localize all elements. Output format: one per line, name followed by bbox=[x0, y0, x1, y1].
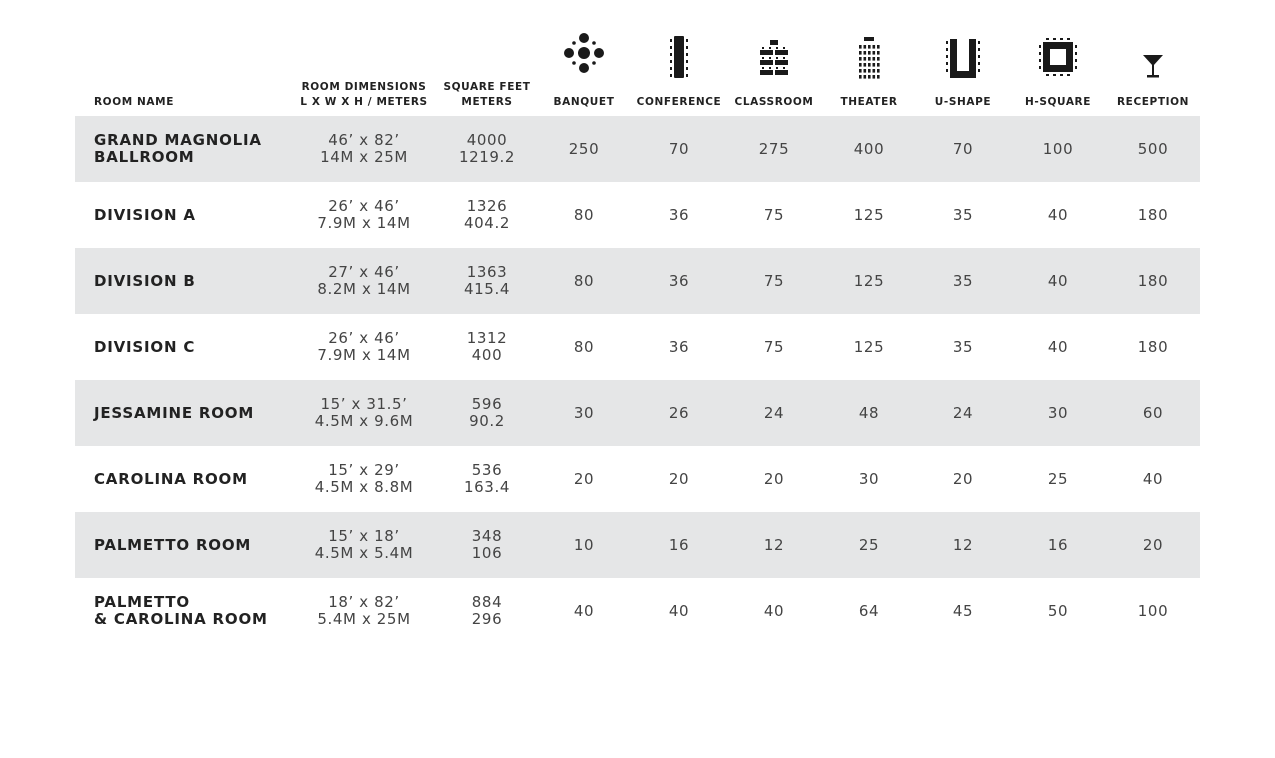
header-theater bbox=[823, 22, 915, 116]
capacity-banquet: 250 bbox=[568, 139, 600, 158]
header-banquet bbox=[538, 22, 630, 116]
square-feet-line: 596 bbox=[471, 395, 503, 413]
capacity-reception: 180 bbox=[1137, 337, 1169, 356]
header-label: U-SHAPE bbox=[934, 96, 992, 108]
header-square-feet bbox=[437, 22, 537, 116]
theater-icon bbox=[856, 34, 882, 80]
capacity-classroom: 20 bbox=[763, 469, 785, 488]
square-feet bbox=[437, 380, 537, 446]
capacity-theater: 125 bbox=[853, 271, 885, 290]
capacity-conference: 40 bbox=[668, 601, 690, 620]
capacity-conference: 20 bbox=[668, 469, 690, 488]
room-name-line: BALLROOM bbox=[94, 148, 195, 166]
room-dimensions bbox=[289, 248, 439, 314]
square-feet-line: 404.2 bbox=[464, 214, 510, 232]
capacity-banquet: 80 bbox=[573, 337, 595, 356]
square-feet bbox=[437, 314, 537, 380]
room-name-line: JESSAMINE ROOM bbox=[94, 403, 255, 422]
capacity-u-shape: 12 bbox=[952, 535, 974, 554]
room-name bbox=[94, 314, 304, 380]
capacity-h-square: 40 bbox=[1047, 205, 1069, 224]
capacity-chart bbox=[75, 22, 1200, 644]
table-row bbox=[75, 512, 1200, 578]
room-name-line: DIVISION C bbox=[94, 337, 196, 356]
room-dimensions-line: 26’ x 46’ bbox=[328, 197, 400, 215]
capacity-conference: 16 bbox=[668, 535, 690, 554]
capacity-h-square: 25 bbox=[1047, 469, 1069, 488]
room-dimensions-line: 4.5M x 5.4M bbox=[314, 544, 414, 562]
square-feet bbox=[437, 512, 537, 578]
room-dimensions-line: 15’ x 18’ bbox=[328, 527, 400, 545]
table-row bbox=[75, 380, 1200, 446]
room-name bbox=[94, 380, 304, 446]
capacity-u-shape: 24 bbox=[952, 403, 974, 422]
capacity-u-shape: 70 bbox=[952, 139, 974, 158]
room-name-line: DIVISION B bbox=[94, 271, 196, 290]
classroom-icon bbox=[756, 34, 792, 80]
room-dimensions bbox=[289, 578, 439, 644]
room-dimensions-line: 8.2M x 14M bbox=[317, 280, 411, 298]
capacity-banquet: 30 bbox=[573, 403, 595, 422]
header-reception bbox=[1107, 22, 1199, 116]
header-square-feet-line-2: METERS bbox=[461, 96, 513, 108]
square-feet-line: 415.4 bbox=[464, 280, 510, 298]
capacity-classroom: 24 bbox=[763, 403, 785, 422]
header-room-name-label: ROOM NAME bbox=[94, 96, 174, 108]
capacity-h-square: 40 bbox=[1047, 271, 1069, 290]
room-name-line: GRAND MAGNOLIA bbox=[94, 131, 262, 149]
room-name bbox=[94, 578, 304, 644]
table-header bbox=[75, 22, 1200, 116]
square-feet-line: 884 bbox=[471, 593, 503, 611]
square-feet bbox=[437, 248, 537, 314]
room-dimensions bbox=[289, 182, 439, 248]
capacity-h-square: 16 bbox=[1047, 535, 1069, 554]
table-row bbox=[75, 578, 1200, 644]
u-shape-icon bbox=[944, 35, 982, 81]
capacity-classroom: 75 bbox=[763, 337, 785, 356]
room-name-line: & CAROLINA ROOM bbox=[94, 610, 268, 628]
capacity-h-square: 30 bbox=[1047, 403, 1069, 422]
capacity-u-shape: 20 bbox=[952, 469, 974, 488]
header-label: H-SQUARE bbox=[1024, 96, 1092, 108]
capacity-u-shape: 35 bbox=[952, 205, 974, 224]
header-label: CONFERENCE bbox=[636, 96, 722, 108]
capacity-theater: 400 bbox=[853, 139, 885, 158]
room-dimensions-line: 26’ x 46’ bbox=[328, 329, 400, 347]
capacity-h-square: 100 bbox=[1042, 139, 1074, 158]
conference-icon bbox=[666, 33, 692, 81]
room-dimensions-line: 4.5M x 9.6M bbox=[314, 412, 414, 430]
room-dimensions-line: 15’ x 31.5’ bbox=[320, 395, 408, 413]
room-name bbox=[94, 116, 304, 182]
header-conference bbox=[633, 22, 725, 116]
capacity-u-shape: 35 bbox=[952, 271, 974, 290]
capacity-h-square: 50 bbox=[1047, 601, 1069, 620]
square-feet-line: 4000 bbox=[466, 131, 508, 149]
room-dimensions-line: 5.4M x 25M bbox=[317, 610, 411, 628]
square-feet-line: 90.2 bbox=[469, 412, 505, 430]
room-dimensions bbox=[289, 512, 439, 578]
capacity-theater: 125 bbox=[853, 205, 885, 224]
square-feet-line: 163.4 bbox=[464, 478, 510, 496]
square-feet bbox=[437, 116, 537, 182]
room-dimensions bbox=[289, 380, 439, 446]
square-feet-line: 296 bbox=[471, 610, 503, 628]
header-label: CLASSROOM bbox=[734, 96, 814, 108]
header-room-name bbox=[94, 22, 304, 116]
capacity-theater: 48 bbox=[858, 403, 880, 422]
room-dimensions bbox=[289, 446, 439, 512]
room-dimensions-line: 14M x 25M bbox=[320, 148, 408, 166]
header-h-square bbox=[1012, 22, 1104, 116]
room-dimensions-line: 46’ x 82’ bbox=[328, 131, 400, 149]
capacity-classroom: 12 bbox=[763, 535, 785, 554]
table-row bbox=[75, 116, 1200, 182]
capacity-conference: 70 bbox=[668, 139, 690, 158]
square-feet-line: 348 bbox=[471, 527, 503, 545]
header-label: RECEPTION bbox=[1116, 96, 1189, 108]
capacity-reception: 180 bbox=[1137, 205, 1169, 224]
capacity-conference: 36 bbox=[668, 205, 690, 224]
room-name bbox=[94, 512, 304, 578]
square-feet bbox=[437, 578, 537, 644]
table-row bbox=[75, 182, 1200, 248]
header-dimensions-line-1: ROOM DIMENSIONS bbox=[301, 81, 427, 93]
capacity-banquet: 80 bbox=[573, 205, 595, 224]
table-row bbox=[75, 446, 1200, 512]
reception-icon bbox=[1141, 53, 1165, 79]
header-dimensions bbox=[289, 22, 439, 116]
capacity-classroom: 40 bbox=[763, 601, 785, 620]
capacity-conference: 36 bbox=[668, 271, 690, 290]
capacity-banquet: 40 bbox=[573, 601, 595, 620]
square-feet bbox=[437, 182, 537, 248]
table-body bbox=[75, 116, 1200, 644]
room-name bbox=[94, 248, 304, 314]
capacity-conference: 36 bbox=[668, 337, 690, 356]
capacity-theater: 64 bbox=[858, 601, 880, 620]
capacity-conference: 26 bbox=[668, 403, 690, 422]
square-feet-line: 536 bbox=[471, 461, 503, 479]
capacity-classroom: 75 bbox=[763, 271, 785, 290]
square-feet-line: 1312 bbox=[466, 329, 508, 347]
capacity-banquet: 80 bbox=[573, 271, 595, 290]
room-dimensions-line: 4.5M x 8.8M bbox=[314, 478, 414, 496]
room-dimensions-line: 7.9M x 14M bbox=[317, 346, 411, 364]
capacity-classroom: 275 bbox=[758, 139, 790, 158]
room-dimensions-line: 27’ x 46’ bbox=[328, 263, 400, 281]
capacity-theater: 25 bbox=[858, 535, 880, 554]
h-square-icon bbox=[1038, 37, 1078, 77]
capacity-banquet: 10 bbox=[573, 535, 595, 554]
room-name bbox=[94, 446, 304, 512]
header-u-shape bbox=[917, 22, 1009, 116]
room-name-line: DIVISION A bbox=[94, 205, 196, 224]
capacity-reception: 40 bbox=[1142, 469, 1164, 488]
square-feet-line: 106 bbox=[471, 544, 503, 562]
room-dimensions bbox=[289, 314, 439, 380]
square-feet bbox=[437, 446, 537, 512]
room-dimensions-line: 7.9M x 14M bbox=[317, 214, 411, 232]
capacity-reception: 20 bbox=[1142, 535, 1164, 554]
header-label: BANQUET bbox=[553, 96, 615, 108]
header-classroom bbox=[728, 22, 820, 116]
capacity-classroom: 75 bbox=[763, 205, 785, 224]
capacity-theater: 30 bbox=[858, 469, 880, 488]
room-name bbox=[94, 182, 304, 248]
capacity-reception: 180 bbox=[1137, 271, 1169, 290]
capacity-theater: 125 bbox=[853, 337, 885, 356]
room-dimensions-line: 18’ x 82’ bbox=[328, 593, 400, 611]
capacity-banquet: 20 bbox=[573, 469, 595, 488]
room-dimensions bbox=[289, 116, 439, 182]
header-label: THEATER bbox=[840, 96, 898, 108]
room-name-line: CAROLINA ROOM bbox=[94, 469, 248, 488]
capacity-reception: 60 bbox=[1142, 403, 1164, 422]
room-dimensions-line: 15’ x 29’ bbox=[328, 461, 400, 479]
square-feet-line: 1326 bbox=[466, 197, 508, 215]
square-feet-line: 400 bbox=[471, 346, 503, 364]
capacity-h-square: 40 bbox=[1047, 337, 1069, 356]
square-feet-line: 1219.2 bbox=[458, 148, 516, 166]
room-name-line: PALMETTO bbox=[94, 593, 190, 611]
capacity-u-shape: 45 bbox=[952, 601, 974, 620]
header-square-feet-line-1: SQUARE FEET bbox=[443, 81, 531, 93]
square-feet-line: 1363 bbox=[466, 263, 508, 281]
table-row bbox=[75, 314, 1200, 380]
table-row bbox=[75, 248, 1200, 314]
capacity-u-shape: 35 bbox=[952, 337, 974, 356]
capacity-reception: 500 bbox=[1137, 139, 1169, 158]
room-name-line: PALMETTO ROOM bbox=[94, 535, 252, 554]
capacity-reception: 100 bbox=[1137, 601, 1169, 620]
banquet-icon bbox=[563, 30, 605, 76]
header-dimensions-line-2: L X W X H / METERS bbox=[300, 96, 428, 108]
